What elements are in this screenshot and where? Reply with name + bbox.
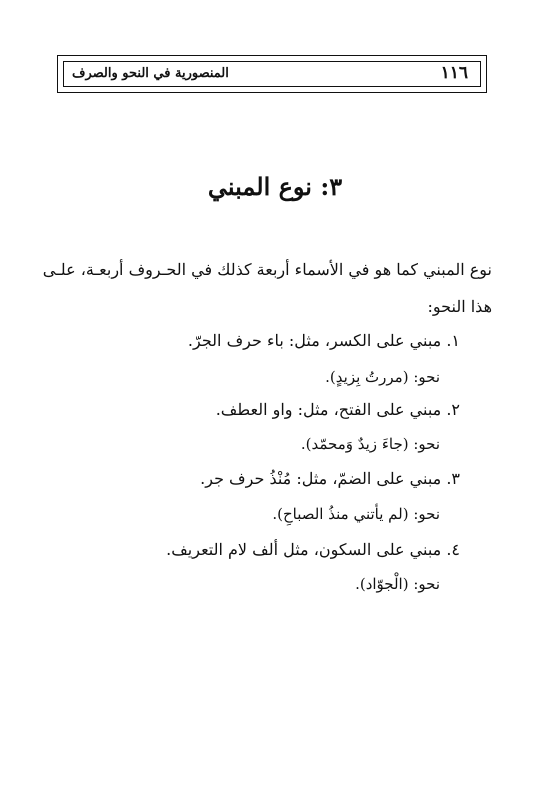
- page-number: ١١٦: [440, 63, 468, 83]
- intro-paragraph-line-2: هذا النحو:: [427, 297, 492, 316]
- example-damm: نحو: (لم يأتني منذُ الصباحِ).: [272, 505, 440, 523]
- example-sukun: نحو: (الْجوّاد).: [355, 575, 440, 593]
- list-item-kasr: ١. مبني على الكسر، مثل: باء حرف الجرّ.: [187, 331, 460, 350]
- running-title: المنصورية في النحو والصرف: [72, 66, 229, 81]
- example-kasr: نحو: (مررتُ بِزيدٍ).: [325, 368, 440, 386]
- list-item-sukun: ٤. مبني على السكون، مثل ألف لام التعريف.: [166, 540, 460, 559]
- section-heading: ٣: نوع المبني: [207, 172, 343, 201]
- list-item-fath: ٢. مبني على الفتح، مثل: واو العطف.: [215, 400, 460, 419]
- running-header: [57, 55, 487, 93]
- example-fath: نحو: (جاءَ زيدٌ وَمحمّد).: [300, 435, 440, 453]
- list-item-damm: ٣. مبني على الضمّ، مثل: مُنْذُ حرف جر.: [200, 469, 460, 488]
- intro-paragraph-line-1: نوع المبني كما هو في الأسماء أربعة كذلك في الحـروف أربعـة، علـى: [42, 260, 492, 279]
- running-header-inner-frame: [63, 61, 481, 87]
